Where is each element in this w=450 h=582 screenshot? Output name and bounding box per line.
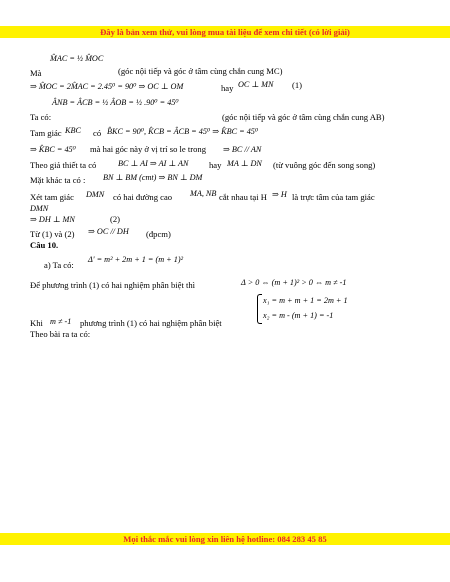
equation-mac-moc: M̂AC = ½ M̂OC [50, 54, 104, 63]
equation-x2: x₂ = m - (m + 1) = -1 [263, 311, 334, 320]
note-arc-ab: (góc nội tiếp và góc ở tâm cùng chắn cung AB) [222, 112, 385, 122]
label-h: ⇒ H [272, 190, 287, 199]
text-theo-gia-thiet: Theo giả thiết ta có [30, 160, 97, 170]
text-tu-1-2: Từ (1) và (2) [30, 229, 75, 239]
label-dmn-2: DMN [30, 204, 49, 213]
preview-banner: Đây là bản xem thử, vui lòng mua tài liệu để xem chi tiết (có lời giải) [0, 26, 450, 38]
text-cat-nhau: cắt nhau tại H [219, 192, 267, 202]
text-ta-co: Ta có: [30, 112, 52, 122]
text-duong-cao: có hai đường cao [113, 192, 173, 202]
text-khi: Khi [30, 318, 43, 328]
equation-bkc: B̂KC = 90⁰, K̂CB = ÂCB = 45⁰ ⇒ K̂BC = 45⁰ [107, 127, 259, 136]
text-truc-tam: là trực tâm của tam giác [292, 192, 375, 202]
text-mat-khac: Mặt khác ta có : [30, 175, 86, 185]
text-co: có [93, 128, 102, 138]
equation-delta: Δ' = m² + 2m + 1 = (m + 1)² [88, 255, 184, 264]
text-tam-giac: Tam giác [30, 128, 62, 138]
text-hay-2: hay [209, 160, 222, 170]
label-1: (1) [292, 80, 303, 90]
text-ma: Mà [30, 68, 42, 78]
equation-oc-mn: OC ⊥ MN [238, 80, 274, 89]
label-dmn: DMN [86, 190, 105, 199]
text-part-a: a) Ta có: [44, 260, 74, 270]
text-theo-bai-ra: Theo bài ra ta có: [30, 329, 91, 339]
text-condition: Để phương trình (1) có hai nghiệm phân biệt thì [30, 280, 196, 290]
equation-ma-dn: MA ⊥ DN [227, 159, 262, 168]
equation-m-neq: m ≠ -1 [50, 317, 72, 326]
label-2: (2) [110, 214, 121, 224]
equation-bc-ai: BC ⊥ AI ⇒ AI ⊥ AN [118, 159, 189, 168]
equation-dh-mn: ⇒ DH ⊥ MN [30, 215, 75, 224]
equation-moc: ⇒ M̂OC = 2M̂AC = 2.45⁰ = 90⁰ ⇒ OC ⊥ OM [30, 82, 184, 91]
text-alternate-angles: mà hai góc này ở vị trí so le trong [90, 144, 206, 154]
label-kbc: KBC [65, 126, 81, 135]
equation-bn-bm: BN ⊥ BM (cmt) ⇒ BN ⊥ DM [103, 173, 203, 182]
text-dpcm: (đpcm) [146, 229, 171, 239]
equation-bc-an: ⇒ BC // AN [223, 145, 262, 154]
equation-anb: ÂNB = ÂCB = ½ ÂOB = ½ .90⁰ = 45⁰ [52, 98, 179, 107]
label-ma-nb: MA, NB [190, 189, 217, 198]
equation-x1: x₁ = m + m + 1 = 2m + 1 [263, 296, 348, 305]
equation-kbc-45: ⇒ K̂BC = 45⁰ [30, 145, 76, 154]
equation-delta-positive: Δ > 0 ⇔ (m + 1)² > 0 ⇔ m ≠ -1 [241, 278, 347, 287]
equation-oc-dh: ⇒ OC // DH [88, 227, 129, 236]
text-hay: hay [221, 83, 234, 93]
hotline-banner: Mọi thắc mắc vui lòng xin liên hệ hotline: 084 283 45 85 [0, 533, 450, 545]
text-two-roots: phương trình (1) có hai nghiệm phân biệt [80, 318, 222, 328]
note-perpendicular: (từ vuông góc đến song song) [273, 160, 376, 170]
question-heading: Câu 10. [30, 240, 59, 250]
note-inscribed-angle: (góc nội tiếp và góc ở tâm cùng chắn cung MC) [118, 66, 283, 76]
system-brace [257, 294, 262, 324]
text-xet-tam-giac: Xét tam giác [30, 192, 74, 202]
